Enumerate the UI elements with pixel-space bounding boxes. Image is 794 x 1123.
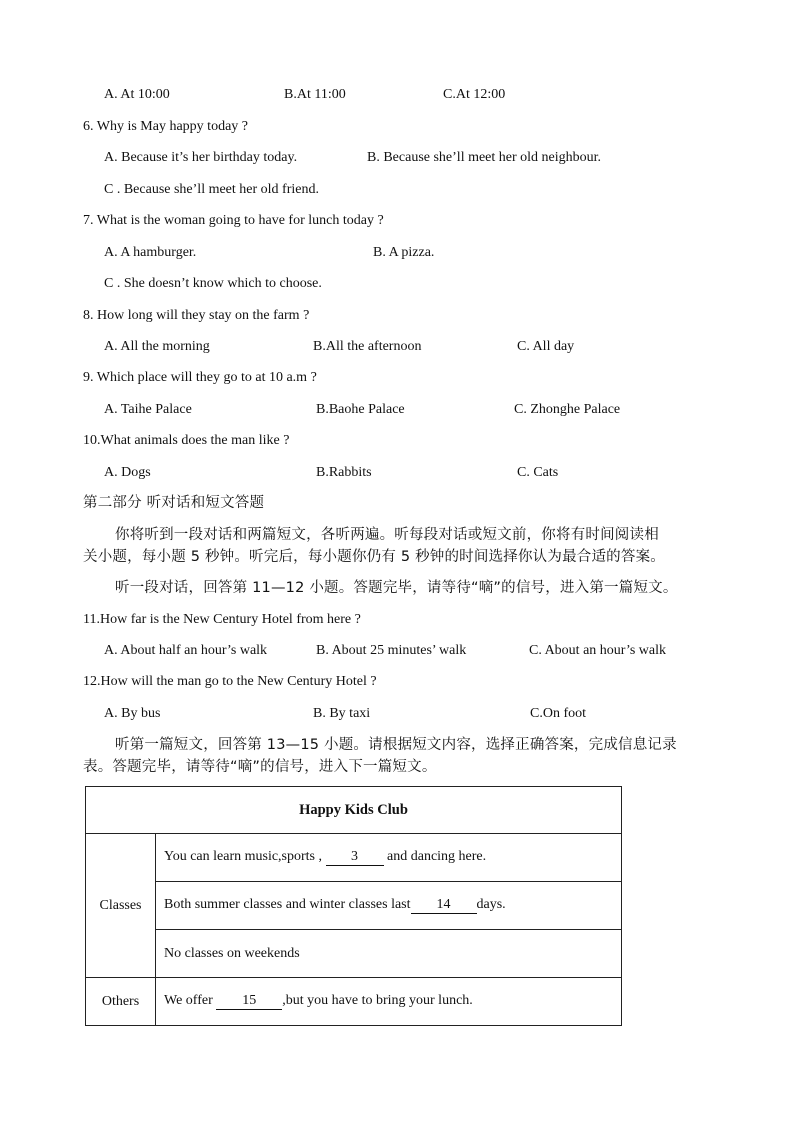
q9-option-b: B.Baohe Palace	[316, 402, 405, 417]
q7-option-b: B. A pizza.	[373, 245, 435, 260]
passage1-instruction-line2: 表。答题完毕，请等待“嘀”的信号，进入下一篇短文。	[83, 759, 437, 775]
q9-question: 9. Which place will they go to at 10 a.m ?	[83, 370, 317, 385]
row1-text: You can learn music,sports ,	[164, 849, 323, 864]
passage1-instruction-line1: 听第一篇短文，回答第 13—15 小题。请根据短文内容，选择正确答案，完成信息记录	[115, 737, 677, 753]
part2-title: 第二部分 听对话和短文答题	[83, 495, 265, 511]
row1-text-end: and dancing here.	[387, 849, 487, 864]
table-row-3	[156, 930, 622, 978]
row4-text-end: ,but you have to bring your lunch.	[282, 993, 473, 1008]
q9-option-a: A. Taihe Palace	[104, 402, 192, 417]
q7-question: 7. What is the woman going to have for lunch today ?	[83, 213, 384, 228]
info-table	[85, 786, 622, 1026]
q6-option-a: A. Because it’s her birthday today.	[104, 150, 298, 165]
q12-option-b: B. By taxi	[313, 706, 371, 721]
row2-text: Both summer classes and winter classes last	[164, 897, 411, 912]
q11-option-b: B. About 25 minutes’ walk	[316, 643, 467, 658]
q12-question: 12.How will the man go to the New Century Hotel ?	[83, 674, 377, 689]
table-title: Happy Kids Club	[86, 787, 622, 834]
q11-question: 11.How far is the New Century Hotel from here ?	[83, 612, 361, 627]
table-row-2	[156, 882, 622, 930]
table-row-1	[156, 834, 622, 882]
q8-question: 8. How long will they stay on the farm ?	[83, 308, 310, 323]
q12-option-a: A. By bus	[104, 706, 161, 721]
table-row-4	[156, 978, 622, 1026]
q11-option-c: C. About an hour’s walk	[529, 643, 667, 658]
part2-intro-line1: 你将听到一段对话和两篇短文，各听两遍。听每段对话或短文前，你将有时间阅读相	[115, 527, 659, 543]
q7-option-c: C . She doesn’t know which to choose.	[104, 276, 322, 291]
q6-question: 6. Why is May happy today ?	[83, 119, 248, 134]
q10-option-c: C. Cats	[517, 465, 559, 480]
q12-option-c: C.On foot	[530, 706, 586, 721]
q9-option-c: C. Zhonghe Palace	[514, 402, 621, 417]
row4-text: We offer	[164, 993, 213, 1008]
q5-option-a: A. At 10:00	[104, 87, 170, 102]
q6-option-c: C . Because she’ll meet her old friend.	[104, 182, 319, 197]
others-label: Others	[86, 978, 156, 1026]
blank-15: 15	[216, 993, 282, 1010]
blank-14: 14	[411, 897, 477, 914]
row3-text: No classes on weekends	[164, 945, 300, 961]
q8-option-c: C. All day	[517, 339, 575, 354]
classes-label: Classes	[86, 834, 156, 978]
q8-option-b: B.All the afternoon	[313, 339, 422, 354]
q10-option-a: A. Dogs	[104, 465, 151, 480]
q7-option-a: A. A hamburger.	[104, 245, 197, 260]
part2-intro-line2: 关小题，每小题 5 秒钟。听完后，每小题你仍有 5 秒钟的时间选择你认为最合适的答案。	[83, 549, 665, 565]
q6-option-b: B. Because she’ll meet her old neighbour.	[367, 150, 602, 165]
q10-question: 10.What animals does the man like ?	[83, 433, 290, 448]
blank-3: 3	[326, 849, 384, 866]
q8-option-a: A. All the morning	[104, 339, 210, 354]
q11-option-a: A. About half an hour’s walk	[104, 643, 268, 658]
row2-text-end: days.	[476, 897, 506, 912]
q5-option-b: B.At 11:00	[284, 87, 346, 102]
q10-option-b: B.Rabbits	[316, 465, 372, 480]
q5-option-c: C.At 12:00	[443, 87, 506, 102]
part2-instruction: 听一段对话，回答第 11—12 小题。答题完毕，请等待“嘀”的信号，进入第一篇短文。	[115, 580, 678, 596]
